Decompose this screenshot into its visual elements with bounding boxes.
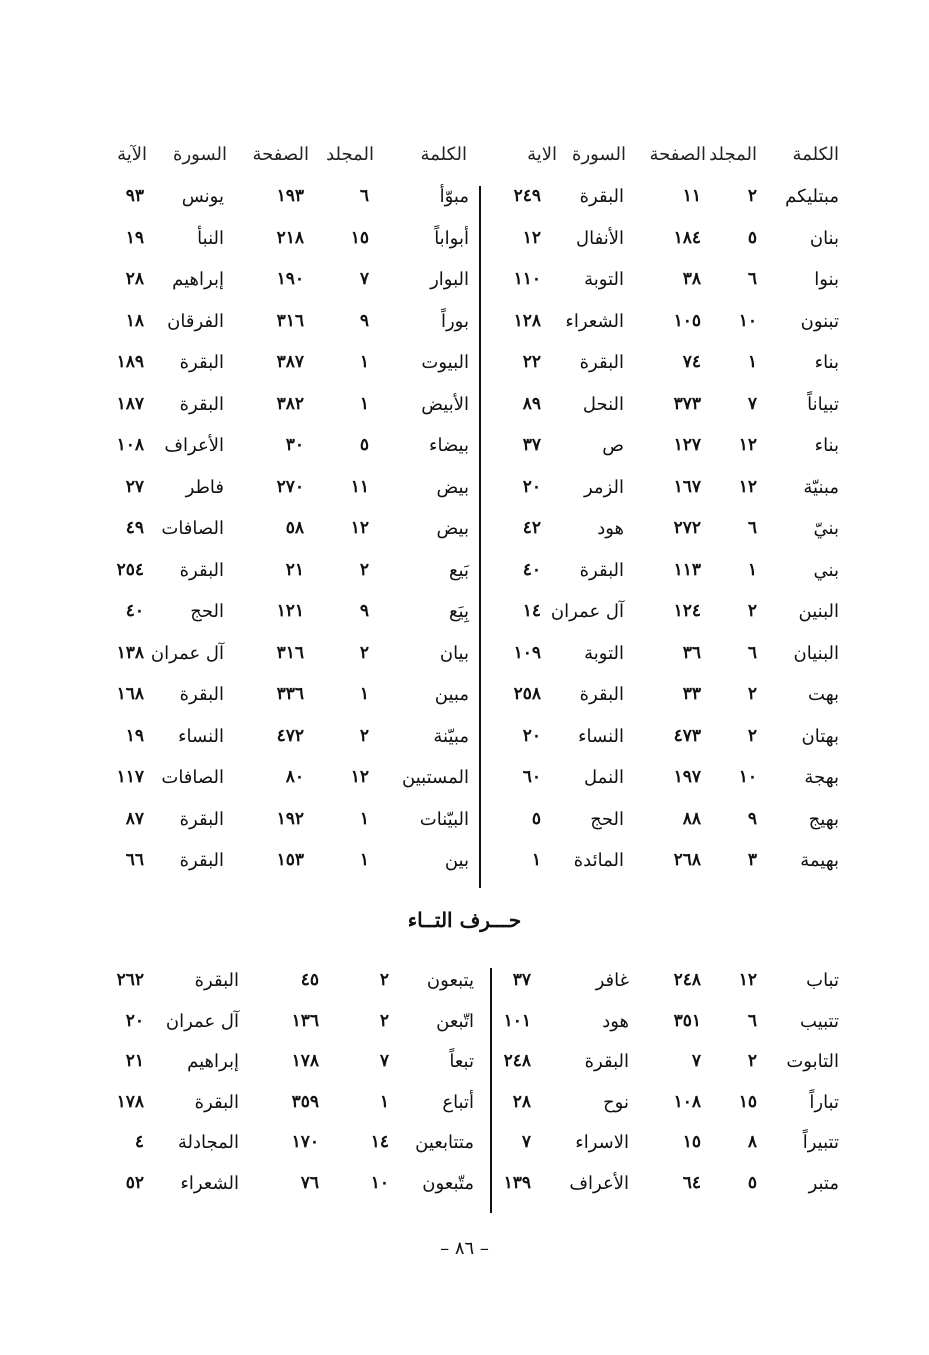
cell-surah-right: نوح: [603, 1091, 629, 1113]
cell-ayah-right: ٢٨: [512, 1091, 531, 1112]
cell-word-left: البوار: [430, 269, 469, 290]
cell-surah-left: يونس: [181, 186, 224, 207]
cell-surah-left: البقرة: [194, 970, 239, 991]
cell-page-right: ٢٦٨: [673, 850, 701, 870]
cell-ayah-right: ١٢٨: [513, 310, 541, 331]
cell-surah-right: النساء: [578, 725, 624, 747]
cell-surah-right: هود: [597, 518, 624, 539]
table-row: [0, 269, 929, 309]
cell-ayah-right: ٧: [521, 1132, 531, 1152]
cell-word-left: المستبين: [402, 767, 469, 788]
table-row: [0, 970, 929, 1010]
cell-volume-right: ٢: [747, 1051, 757, 1071]
table-row: [0, 477, 929, 517]
cell-volume-right: ١٠: [738, 767, 757, 787]
cell-surah-right: الشعراء: [565, 310, 624, 332]
cell-surah-right: البقرة: [584, 1051, 629, 1072]
cell-ayah-left: ١٨: [125, 310, 144, 331]
cell-word-left: بوراً: [440, 310, 469, 332]
table-row: [0, 767, 929, 807]
cell-word-right: البنين: [798, 601, 839, 622]
cell-word-left: أبواباً: [434, 227, 469, 249]
cell-page-right: ١٢٧: [673, 435, 701, 455]
table-row: [0, 435, 929, 475]
cell-ayah-left: ٢١: [125, 1051, 144, 1071]
cell-word-right: متبر: [808, 1172, 839, 1194]
cell-surah-right: البقرة: [579, 186, 624, 207]
cell-word-right: بنيّ: [813, 518, 839, 539]
cell-word-left: بيض: [436, 518, 469, 539]
cell-volume-left: ٢: [359, 559, 369, 580]
table-row: [0, 186, 929, 226]
cell-volume-left: ٢: [379, 970, 389, 990]
cell-ayah-right: ٣٧: [512, 970, 531, 990]
cell-surah-right: البقرة: [579, 559, 624, 581]
cell-word-right: بناء: [814, 435, 839, 456]
cell-volume-right: ٦: [747, 1010, 757, 1031]
cell-volume-left: ٧: [379, 1051, 389, 1071]
table-row: [0, 726, 929, 766]
cell-ayah-right: ٢٤٩: [513, 186, 541, 206]
cell-ayah-right: ٤٢: [522, 518, 541, 538]
cell-ayah-left: ٤٩: [125, 518, 144, 538]
header-volume-left: المجلد: [326, 144, 374, 165]
table-row: [0, 1173, 929, 1213]
header-page-left: الصفحة: [252, 144, 309, 165]
cell-word-right: تتبيراً: [802, 1132, 839, 1153]
header-volume-right: المجلد: [709, 144, 757, 165]
cell-volume-right: ٦: [747, 642, 757, 663]
table-row: [0, 394, 929, 434]
table-row: [0, 850, 929, 890]
cell-page-left: ١٧٠: [291, 1132, 319, 1152]
cell-volume-left: ٧: [359, 269, 369, 289]
cell-word-left: مبين: [434, 684, 469, 705]
cell-word-right: بهت: [808, 684, 839, 705]
cell-ayah-right: ٢٢: [522, 352, 541, 372]
cell-volume-right: ٣: [747, 850, 757, 870]
cell-surah-left: الصافات: [161, 518, 224, 539]
cell-page-right: ١٨٤: [673, 227, 701, 248]
cell-surah-left: النساء: [178, 725, 224, 747]
cell-volume-left: ١: [359, 808, 369, 829]
cell-volume-left: ١: [359, 352, 369, 372]
cell-page-left: ١٧٨: [291, 1051, 319, 1071]
cell-surah-right: البقرة: [579, 352, 624, 373]
cell-surah-left: البقرة: [179, 808, 224, 830]
cell-page-left: ٣٠: [285, 435, 304, 455]
table-row: [0, 1051, 929, 1091]
cell-page-left: ٨٠: [285, 767, 304, 787]
column-headers: [0, 144, 929, 180]
table-row: [0, 352, 929, 392]
cell-surah-right: النحل: [582, 393, 624, 415]
cell-surah-left: فاطر: [185, 476, 224, 498]
cell-word-left: بيان: [439, 642, 469, 664]
header-page-right: الصفحة: [649, 144, 706, 165]
cell-volume-left: ١١: [350, 476, 369, 497]
cell-page-right: ٤٧٣: [673, 725, 701, 746]
cell-surah-left: آل عمران: [150, 642, 224, 664]
cell-ayah-right: ٢٤٨: [503, 1051, 531, 1071]
cell-volume-right: ٢: [747, 684, 757, 704]
cell-word-left: مبوّأ: [439, 186, 469, 207]
header-word-right: الكلمة: [792, 144, 839, 165]
cell-volume-right: ٨: [747, 1132, 757, 1152]
cell-surah-left: البقرة: [179, 559, 224, 581]
cell-surah-left: الأعراف: [164, 435, 224, 456]
cell-word-right: التابوت: [786, 1051, 839, 1072]
cell-volume-right: ١٢: [738, 435, 757, 455]
cell-volume-left: ٦: [359, 186, 369, 206]
cell-volume-right: ١٠: [738, 310, 757, 331]
cell-surah-right: ص: [602, 435, 624, 456]
cell-ayah-right: ٨٩: [522, 393, 541, 414]
cell-ayah-left: ٢٥٤: [116, 559, 144, 580]
cell-ayah-right: ٢٠: [522, 476, 541, 497]
cell-surah-left: البقرة: [194, 1091, 239, 1113]
cell-volume-right: ٢: [747, 725, 757, 746]
cell-word-right: البنيان: [793, 642, 839, 664]
cell-volume-right: ٢: [747, 186, 757, 206]
cell-page-left: ٣٣٦: [276, 684, 304, 704]
cell-volume-right: ١: [747, 352, 757, 372]
cell-page-right: ٣٦: [682, 642, 701, 663]
cell-ayah-right: ١: [531, 850, 541, 870]
cell-page-left: ٣١٦: [276, 642, 304, 663]
cell-ayah-left: ١٦٨: [116, 684, 144, 704]
cell-ayah-right: ١٢: [522, 227, 541, 248]
table-row: [0, 228, 929, 268]
cell-word-right: تباراً: [809, 1091, 839, 1113]
cell-word-right: بني: [813, 559, 839, 581]
cell-surah-right: هود: [602, 1010, 629, 1032]
table-row: [0, 601, 929, 641]
cell-surah-left: البقرة: [179, 684, 224, 705]
cell-word-left: بِيَع: [448, 601, 469, 622]
table-row: [0, 311, 929, 351]
cell-word-right: بنوا: [814, 269, 839, 290]
cell-word-left: مبيّنة: [433, 725, 469, 747]
cell-volume-left: ١٢: [350, 518, 369, 538]
cell-ayah-left: ٢٠: [125, 1010, 144, 1031]
cell-word-right: مبنيّة: [803, 476, 839, 498]
cell-surah-right: الحج: [590, 808, 624, 830]
cell-ayah-right: ٢٥٨: [513, 684, 541, 704]
cell-word-right: بهتان: [801, 725, 839, 747]
cell-page-left: ٤٧٢: [276, 725, 304, 746]
cell-page-right: ١٩٧: [673, 767, 701, 787]
cell-ayah-right: ٤٠: [522, 559, 541, 580]
cell-word-right: تباب: [806, 970, 839, 991]
cell-surah-left: الحج: [190, 601, 224, 622]
table-row: [0, 518, 929, 558]
cell-word-right: بنان: [809, 227, 839, 249]
cell-volume-right: ٧: [747, 393, 757, 414]
cell-surah-left: البقرة: [179, 393, 224, 415]
cell-page-right: ١١٣: [673, 559, 701, 580]
cell-page-left: ٢٧٠: [276, 476, 304, 497]
cell-ayah-right: ٢٠: [522, 725, 541, 746]
cell-word-left: يتبعون: [426, 970, 474, 991]
cell-page-right: ٢٤٨: [673, 970, 701, 990]
cell-volume-left: ١: [359, 684, 369, 704]
cell-page-left: ٣٨٧: [276, 352, 304, 372]
cell-surah-right: الأنفال: [576, 227, 624, 249]
cell-volume-right: ١: [747, 559, 757, 580]
table-row: [0, 1092, 929, 1132]
cell-surah-right: الاسراء: [575, 1132, 629, 1153]
cell-page-right: ١٥: [682, 1132, 701, 1152]
cell-page-right: ٣٥١: [673, 1010, 701, 1031]
cell-volume-right: ١٥: [738, 1091, 757, 1112]
page-number: – ٨٦ –: [440, 1238, 489, 1259]
cell-surah-right: الأعراف: [569, 1172, 629, 1194]
cell-word-left: بيض: [436, 476, 469, 498]
cell-word-right: تبياناً: [807, 393, 839, 415]
header-surah-left: السورة: [173, 144, 227, 165]
cell-surah-right: المائدة: [573, 850, 624, 871]
cell-volume-left: ٩: [359, 310, 369, 331]
cell-ayah-left: ٦٦: [125, 850, 144, 870]
cell-surah-left: النبأ: [197, 227, 224, 249]
cell-volume-right: ٥: [747, 227, 757, 248]
cell-ayah-right: ٣٧: [522, 435, 541, 455]
cell-volume-right: ٩: [747, 808, 757, 829]
cell-surah-left: الصافات: [161, 767, 224, 788]
cell-surah-left: الفرقان: [167, 310, 224, 332]
cell-page-right: ٣٨: [682, 269, 701, 289]
cell-volume-right: ٦: [747, 269, 757, 289]
cell-page-right: ١٠٥: [673, 310, 701, 331]
cell-ayah-left: ١٨٧: [116, 393, 144, 414]
cell-volume-right: ٦: [747, 518, 757, 538]
cell-surah-left: إبراهيم: [187, 1051, 239, 1072]
cell-page-left: ١٢١: [276, 601, 304, 621]
cell-page-left: ١٩٢: [276, 808, 304, 829]
cell-ayah-left: ٥٢: [125, 1172, 144, 1193]
cell-ayah-left: ٤: [134, 1132, 144, 1152]
cell-volume-left: ١٥: [350, 227, 369, 248]
header-surah-right: السورة: [572, 144, 626, 165]
cell-word-left: تبعاً: [449, 1051, 474, 1072]
header-word-left: الكلمة: [420, 144, 467, 165]
cell-surah-right: آل عمران: [550, 601, 624, 622]
cell-volume-left: ١٠: [370, 1172, 389, 1193]
cell-word-left: أتباع: [442, 1091, 474, 1113]
cell-page-right: ١٢٤: [673, 601, 701, 621]
cell-word-right: بهجة: [804, 767, 839, 788]
cell-page-right: ٦٤: [682, 1172, 701, 1193]
cell-word-left: البيّنات: [419, 808, 469, 830]
cell-surah-left: آل عمران: [165, 1010, 239, 1032]
cell-volume-left: ٩: [359, 601, 369, 621]
table-row: [0, 684, 929, 724]
cell-ayah-right: ٦٠: [522, 767, 541, 787]
cell-page-left: ٣٥٩: [291, 1091, 319, 1112]
cell-volume-left: ٢: [379, 1010, 389, 1031]
cell-page-left: ٣١٦: [276, 310, 304, 331]
header-ayah-left: الآية: [117, 144, 147, 165]
cell-page-left: ٧٦: [300, 1172, 319, 1193]
cell-page-right: ٨٨: [682, 808, 701, 829]
cell-word-left: متتابعين: [415, 1132, 474, 1153]
cell-ayah-right: ١٠٩: [513, 642, 541, 663]
cell-volume-left: ١: [359, 393, 369, 414]
cell-volume-left: ١٢: [350, 767, 369, 787]
cell-surah-left: المجادلة: [177, 1132, 239, 1153]
cell-page-right: ١١: [682, 186, 701, 206]
cell-page-right: ٧٤: [682, 352, 701, 372]
cell-word-left: البيوت: [421, 352, 469, 373]
cell-volume-right: ٥: [747, 1172, 757, 1193]
cell-word-right: تبنون: [800, 310, 839, 332]
cell-ayah-left: ١٨٩: [116, 352, 144, 372]
cell-surah-left: البقرة: [179, 850, 224, 871]
section-heading: حـــرف التــاء: [407, 908, 522, 932]
cell-word-left: متّبعون: [422, 1172, 474, 1194]
cell-surah-right: غافر: [595, 970, 629, 991]
table-row: [0, 1011, 929, 1051]
cell-ayah-right: ٥: [531, 808, 541, 829]
cell-page-left: ١٣٦: [291, 1010, 319, 1031]
cell-ayah-left: ١٠٨: [116, 435, 144, 455]
table-row: [0, 809, 929, 849]
cell-volume-right: ٢: [747, 601, 757, 621]
cell-page-right: ١٠٨: [673, 1091, 701, 1112]
cell-volume-left: ١: [359, 850, 369, 870]
cell-page-right: ٢٧٢: [673, 518, 701, 538]
cell-word-right: مبتليكم: [785, 186, 839, 207]
cell-surah-right: الزمر: [584, 476, 624, 498]
cell-surah-left: البقرة: [179, 352, 224, 373]
cell-page-left: ١٩٠: [276, 269, 304, 289]
cell-ayah-left: ٢٨: [125, 269, 144, 289]
cell-page-left: ٣٨٢: [276, 393, 304, 414]
cell-page-left: ٤٥: [300, 970, 319, 990]
cell-ayah-left: ٨٧: [125, 808, 144, 829]
cell-volume-left: ١٤: [370, 1132, 389, 1152]
table-row: [0, 1132, 929, 1172]
cell-page-left: ١٥٣: [276, 850, 304, 870]
cell-page-left: ٥٨: [285, 518, 304, 538]
cell-word-left: الأبيض: [421, 393, 469, 415]
cell-ayah-left: ١٣٨: [116, 642, 144, 663]
cell-ayah-left: ٢٦٢: [116, 970, 144, 990]
cell-volume-left: ٥: [359, 435, 369, 455]
cell-surah-right: التوبة: [584, 642, 624, 664]
cell-page-right: ٧: [691, 1051, 701, 1071]
cell-ayah-right: ١٤: [522, 601, 541, 621]
cell-word-right: بهيمة: [800, 850, 839, 871]
cell-volume-right: ١٢: [738, 970, 757, 990]
cell-word-right: تتبيب: [800, 1010, 839, 1032]
cell-word-right: بهيج: [808, 808, 839, 830]
cell-ayah-left: ٤٠: [125, 601, 144, 621]
cell-word-left: اتّبعن: [436, 1010, 474, 1032]
cell-ayah-left: ٩٣: [125, 186, 144, 206]
cell-page-right: ٣٣: [682, 684, 701, 704]
cell-surah-right: النمل: [584, 767, 624, 788]
cell-volume-right: ١٢: [738, 476, 757, 497]
cell-ayah-left: ١١٧: [116, 767, 144, 787]
cell-volume-left: ٢: [359, 725, 369, 746]
cell-page-right: ١٦٧: [673, 476, 701, 497]
cell-word-left: بين: [444, 850, 469, 871]
cell-page-left: ٢١: [285, 559, 304, 580]
cell-ayah-left: ١٧٨: [116, 1091, 144, 1112]
cell-word-left: بيضاء: [429, 435, 469, 456]
cell-surah-right: التوبة: [584, 269, 624, 290]
cell-volume-left: ١: [379, 1091, 389, 1112]
cell-page-right: ٣٧٣: [673, 393, 701, 414]
cell-surah-left: الشعراء: [180, 1172, 239, 1194]
cell-surah-left: إبراهيم: [172, 269, 224, 290]
cell-page-left: ٢١٨: [276, 227, 304, 248]
cell-ayah-left: ٢٧: [125, 476, 144, 497]
table-row: [0, 643, 929, 683]
cell-word-right: بناء: [814, 352, 839, 373]
cell-ayah-right: ١٣٩: [503, 1172, 531, 1193]
cell-word-left: بَيع: [448, 559, 469, 581]
table-row: [0, 560, 929, 600]
cell-volume-left: ٢: [359, 642, 369, 663]
cell-surah-right: البقرة: [579, 684, 624, 705]
cell-ayah-left: ١٩: [125, 725, 144, 746]
cell-ayah-right: ١٠١: [503, 1010, 531, 1031]
cell-ayah-right: ١١٠: [513, 269, 541, 289]
cell-ayah-left: ١٩: [125, 227, 144, 248]
header-ayah-right: الاية: [527, 144, 557, 165]
cell-page-left: ١٩٣: [276, 186, 304, 206]
